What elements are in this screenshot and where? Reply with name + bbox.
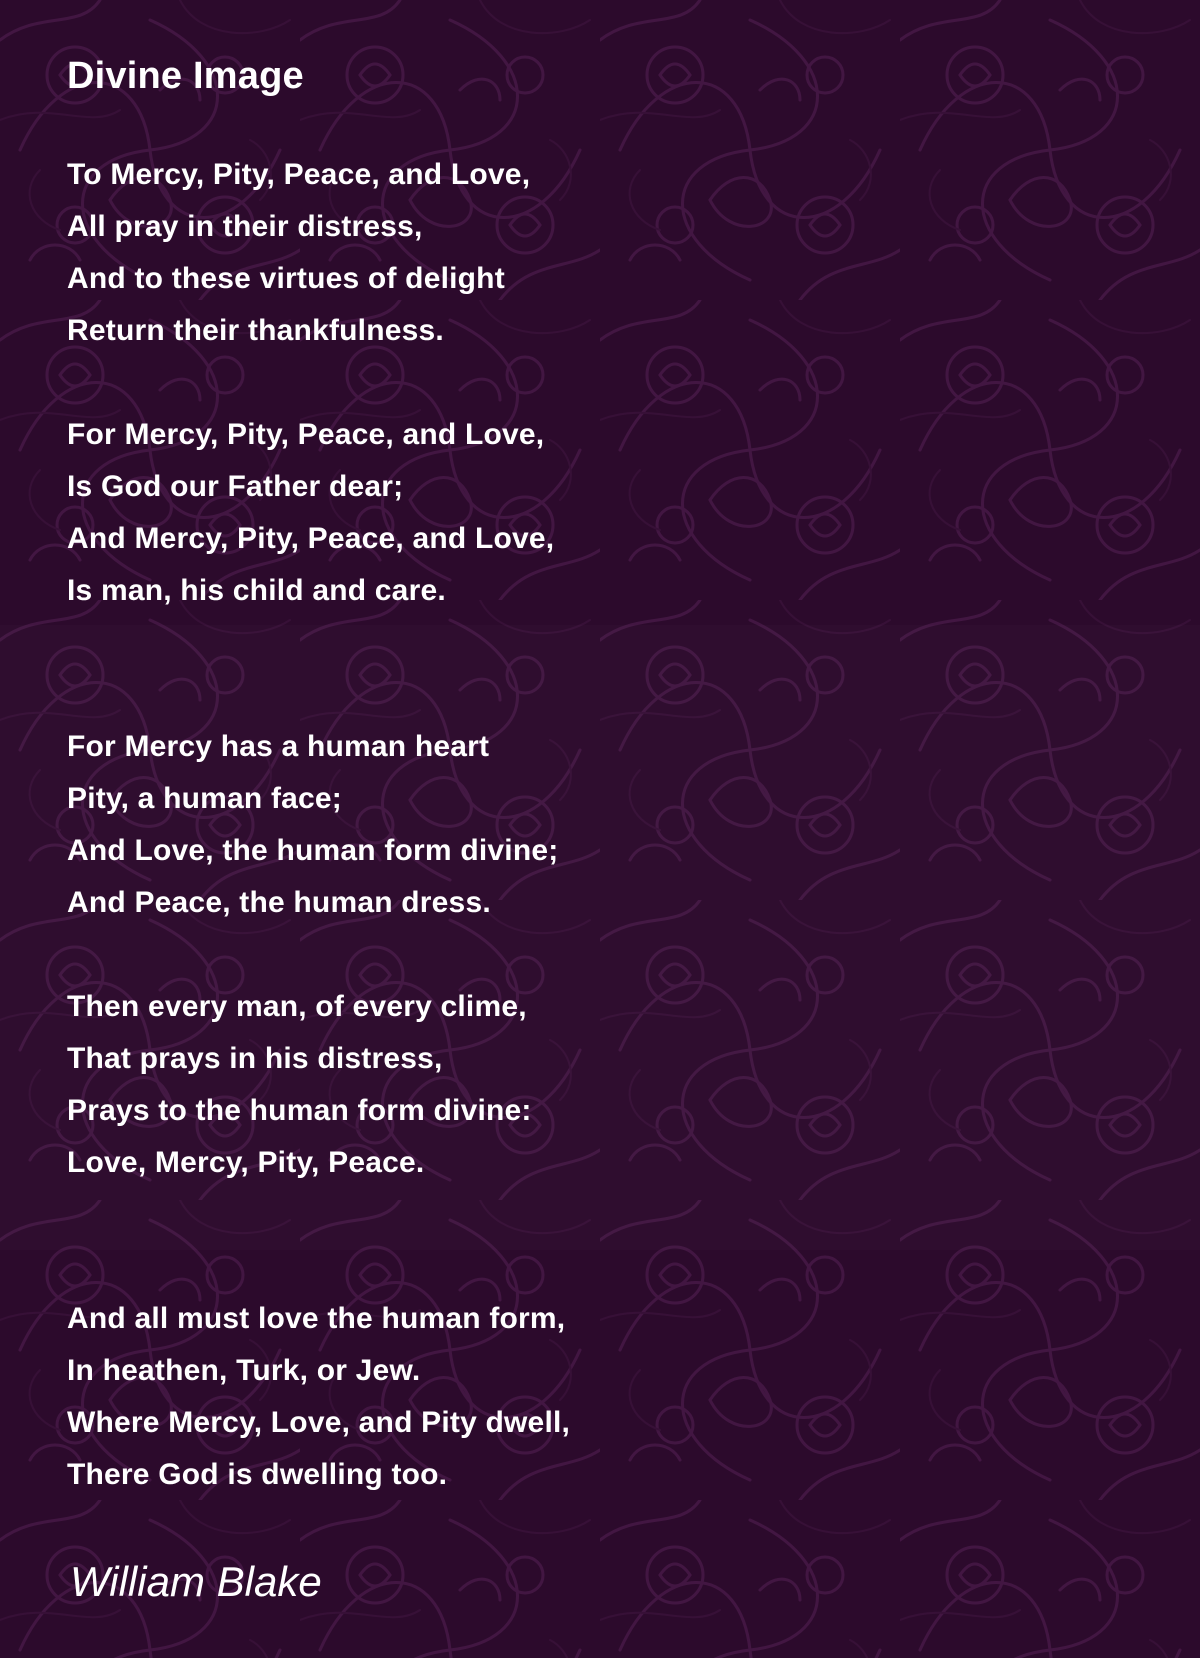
- poem-line: And to these virtues of delight: [67, 262, 505, 295]
- poem-line: There God is dwelling too.: [67, 1458, 448, 1491]
- stanza-1: [67, 149, 530, 357]
- poem-line: Return their thankfulness.: [67, 314, 444, 347]
- poem-line: Where Mercy, Love, and Pity dwell,: [67, 1406, 571, 1439]
- poem-line: All pray in their distress,: [67, 210, 423, 243]
- poem-line: For Mercy has a human heart: [67, 730, 490, 763]
- poem-line: To Mercy, Pity, Peace, and Love,: [67, 158, 531, 191]
- poem-author: William Blake: [70, 1558, 322, 1605]
- poem-line: For Mercy, Pity, Peace, and Love,: [67, 418, 545, 451]
- poem-line: And Mercy, Pity, Peace, and Love,: [67, 522, 555, 555]
- poem-line: Then every man, of every clime,: [67, 990, 527, 1023]
- stanza-5: [67, 1293, 570, 1501]
- poem-title: Divine Image: [67, 55, 304, 97]
- poem-line: Pity, a human face;: [67, 782, 342, 815]
- poem-line: And Peace, the human dress.: [67, 886, 491, 919]
- poem-line: Prays to the human form divine:: [67, 1094, 532, 1127]
- stanza-4: [67, 981, 532, 1189]
- poem-line: Is man, his child and care.: [67, 574, 446, 607]
- stanza-2: [67, 409, 554, 617]
- poem-line: Is God our Father dear;: [67, 470, 404, 503]
- stanza-3: [67, 721, 558, 929]
- poem-line: That prays in his distress,: [67, 1042, 443, 1075]
- poem-line: And Love, the human form divine;: [67, 834, 559, 867]
- poem-line: And all must love the human form,: [67, 1302, 566, 1335]
- poem-line: In heathen, Turk, or Jew.: [67, 1354, 421, 1387]
- poem-line: Love, Mercy, Pity, Peace.: [67, 1146, 425, 1179]
